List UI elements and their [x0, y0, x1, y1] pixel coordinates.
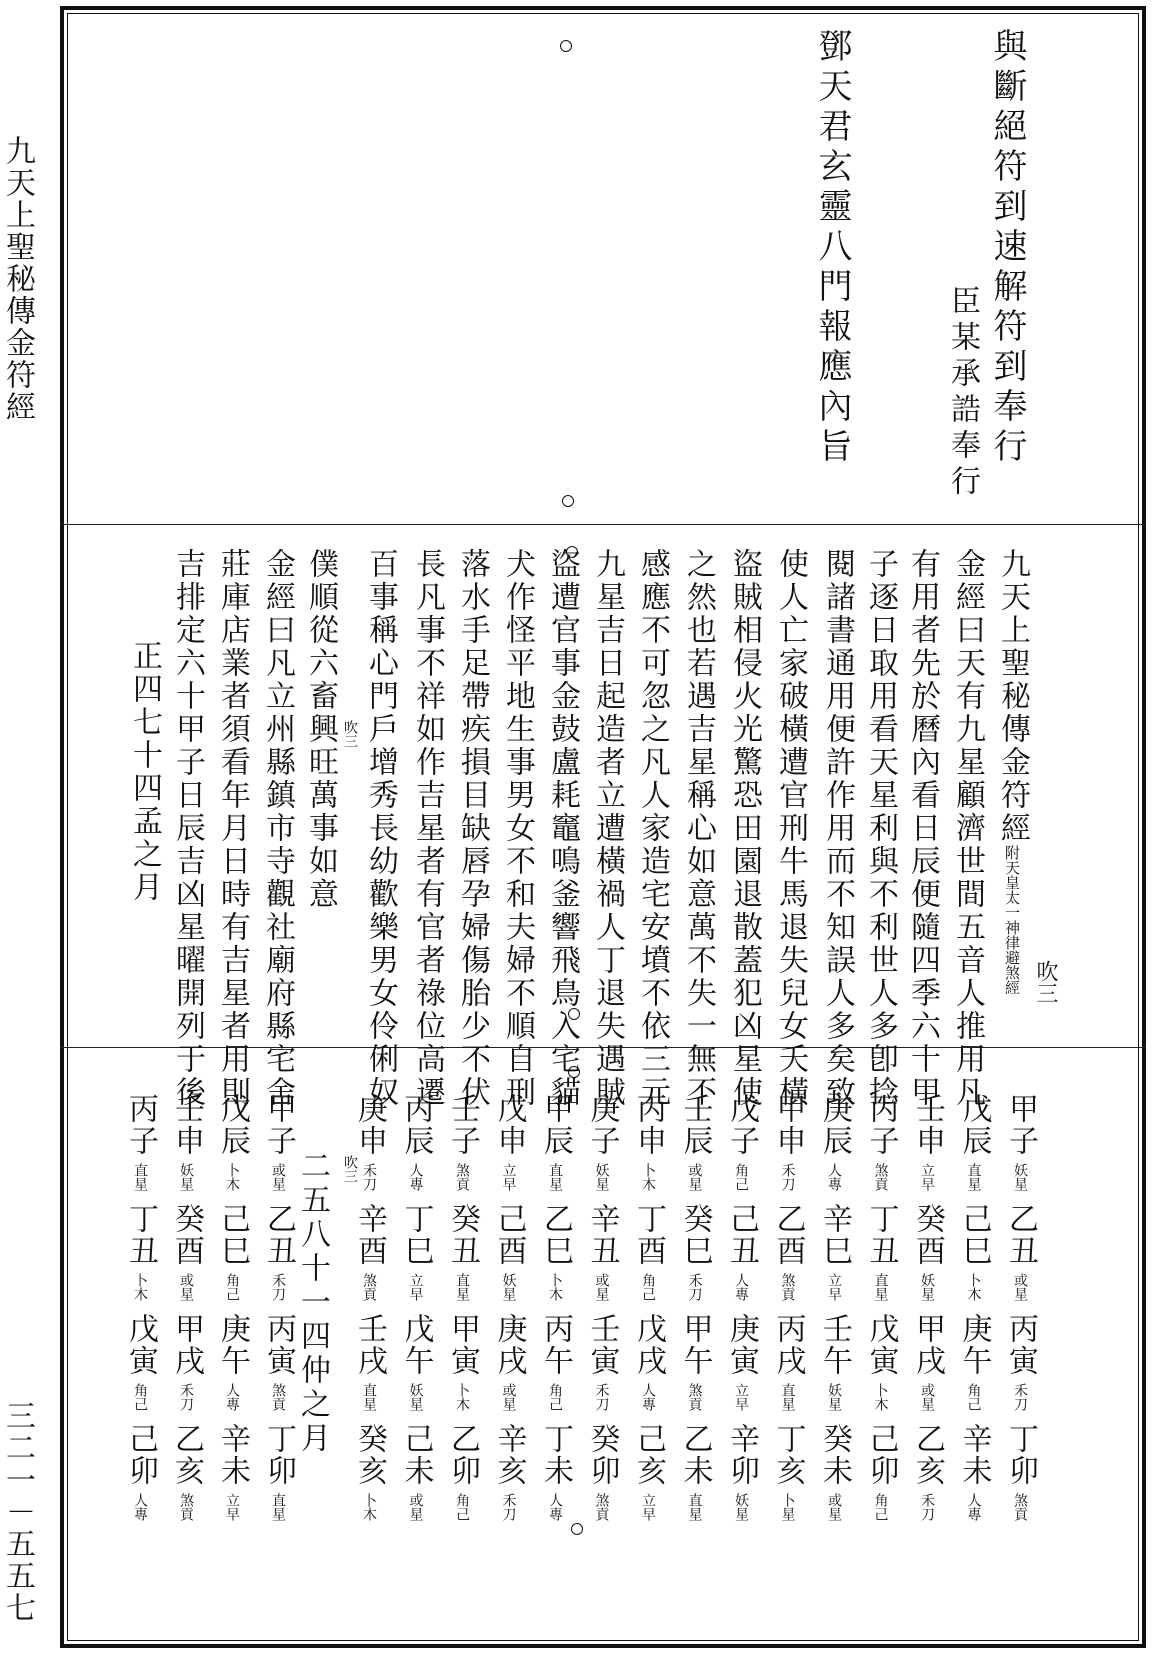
stem-branch-cell: 戊戌 — [631, 1313, 666, 1377]
stem-branch-cell: 庚戌 — [491, 1313, 527, 1377]
middle-line-10: 盜遭官事金鼓盧耗竈鳴釜響飛鳥入宅貓 — [545, 548, 580, 1109]
middle-line-1: 金經曰天有九星顧濟世間五音人推用凡 — [950, 548, 985, 1109]
star-label-cell: 或星 — [593, 1273, 610, 1301]
star-label-cell: 或星 — [500, 1383, 517, 1411]
stem-branch-cell: 戊辰 — [956, 1093, 992, 1157]
stem-branch-cell: 丁巳 — [398, 1203, 434, 1267]
stem-branch-cell: 癸丑 — [445, 1203, 480, 1267]
star-label-cell: 直星 — [686, 1493, 703, 1521]
star-label-cell: 煞貢 — [270, 1383, 286, 1411]
star-label-cell: 妖星 — [593, 1163, 610, 1191]
star-label-cell: 妖星 — [1012, 1163, 1028, 1191]
star-label-cell: 禾刀 — [1012, 1383, 1028, 1411]
star-label-cell: 立早 — [640, 1493, 656, 1521]
star-label-cell: 角己 — [965, 1383, 982, 1411]
star-label-cell: 人專 — [733, 1273, 749, 1301]
stem-branch-cell: 己丑 — [724, 1203, 759, 1267]
star-label-cell: 人專 — [640, 1383, 656, 1411]
stem-branch-cell: 戊寅 — [863, 1313, 899, 1377]
star-label-cell: 禾刀 — [779, 1163, 796, 1191]
stem-branch-cell: 丙寅 — [1003, 1313, 1038, 1377]
star-label-cell: 或星 — [178, 1273, 194, 1301]
star-label-cell: 直星 — [454, 1273, 470, 1301]
stem-branch-cell: 己巳 — [215, 1203, 250, 1267]
stem-branch-cell: 壬午 — [817, 1313, 852, 1377]
star-label-cell: 角己 — [872, 1493, 889, 1521]
stem-branch-cell: 壬申 — [169, 1093, 204, 1157]
middle-line-13: 長凡事不祥如作吉星者有官者祿位高遷 — [410, 548, 445, 1109]
middle-line-18: 吉排定六十甲子日辰吉凶星曜開列于後 — [170, 548, 205, 1109]
star-label-cell: 直星 — [547, 1163, 563, 1191]
middle-line-8: 感應不可忽之凡人家造宅安墳不依三元 — [635, 548, 670, 1109]
star-label-cell: 禾刀 — [919, 1493, 935, 1521]
star-label-cell: 立早 — [733, 1383, 749, 1411]
divider-top — [60, 524, 1146, 525]
top-line-1: 與斷絕符到速解符到奉行 — [987, 28, 1027, 468]
stem-branch-cell: 庚午 — [215, 1313, 250, 1377]
stem-branch-cell: 庚辰 — [817, 1093, 852, 1157]
stem-branch-cell: 乙未 — [677, 1423, 713, 1487]
star-label-cell: 禾刀 — [593, 1383, 610, 1411]
stem-branch-cell: 癸未 — [817, 1423, 852, 1487]
stem-branch-cell: 丁卯 — [261, 1423, 296, 1487]
stem-branch-cell: 辛丑 — [584, 1203, 620, 1267]
star-label-cell: 卜木 — [361, 1493, 377, 1521]
stem-branch-cell: 甲子 — [1003, 1093, 1038, 1157]
stem-branch-cell: 甲子 — [261, 1093, 296, 1157]
stem-branch-cell: 甲戌 — [910, 1313, 945, 1377]
star-label-cell: 立早 — [826, 1273, 842, 1301]
star-label-cell: 或星 — [407, 1493, 424, 1521]
star-label-cell: 立早 — [224, 1493, 240, 1521]
star-label-cell: 立早 — [500, 1163, 517, 1191]
star-label-cell: 禾刀 — [270, 1273, 286, 1301]
stem-branch-cell: 乙丑 — [1003, 1203, 1038, 1267]
binding-circle — [560, 40, 572, 52]
stem-branch-cell: 癸亥 — [352, 1423, 387, 1487]
stem-branch-cell: 丙戌 — [770, 1313, 806, 1377]
middle-line-19: 正四七十四孟之月 — [127, 640, 162, 904]
star-label-cell: 卜木 — [965, 1273, 982, 1301]
top-line-2: 臣某承誥奉行 — [945, 285, 980, 501]
stem-branch-cell: 乙卯 — [445, 1423, 480, 1487]
stem-branch-cell: 壬辰 — [677, 1093, 713, 1157]
star-label-cell: 卜木 — [224, 1163, 240, 1191]
star-label-cell: 煞貢 — [872, 1163, 889, 1191]
stem-branch-cell: 戊子 — [724, 1093, 759, 1157]
stem-branch-cell: 丁丑 — [123, 1203, 158, 1267]
stem-branch-cell: 丁丑 — [863, 1203, 899, 1267]
stem-branch-cell: 乙丑 — [261, 1203, 296, 1267]
stem-branch-cell: 丁未 — [538, 1423, 573, 1487]
star-label-cell: 角己 — [547, 1383, 563, 1411]
stem-branch-cell: 丙子 — [863, 1093, 899, 1157]
star-label-cell: 煞貢 — [454, 1163, 470, 1191]
stem-branch-cell: 己卯 — [123, 1423, 158, 1487]
binding-circle — [562, 495, 574, 507]
star-label-cell: 煞貢 — [361, 1273, 377, 1301]
middle-line-4: 閱諸書通用便許作用而不知誤人多矣致 — [820, 548, 855, 1109]
star-label-cell: 或星 — [826, 1493, 842, 1521]
star-label-cell: 煞貢 — [593, 1493, 610, 1521]
stem-branch-cell: 辛亥 — [491, 1423, 527, 1487]
star-label-cell: 人專 — [826, 1163, 842, 1191]
star-label-cell: 禾刀 — [178, 1383, 194, 1411]
middle-line-11: 犬作怪平地生事男女不和夫婦不順自刑 — [500, 548, 535, 1109]
bottom-marker: 吹三 — [342, 1155, 358, 1183]
middle-line-5: 使人亡家破橫遭官刑牛馬退失兒女夭橫 — [773, 548, 808, 1109]
stem-branch-cell: 辛卯 — [724, 1423, 759, 1487]
star-label-cell: 妖星 — [407, 1383, 424, 1411]
stem-branch-cell: 戊申 — [491, 1093, 527, 1157]
middle-line-14: 百事稱心門戶增秀長幼歡樂男女伶俐奴 — [363, 548, 398, 1109]
stem-branch-cell: 丁酉 — [631, 1203, 666, 1267]
star-label-cell: 煞貢 — [686, 1383, 703, 1411]
star-label-cell: 煞貢 — [779, 1273, 796, 1301]
side-book-title: 九天上聖秘傳金符經 — [0, 135, 35, 423]
star-label-cell: 立早 — [919, 1163, 935, 1191]
stem-branch-cell: 辛巳 — [817, 1203, 852, 1267]
stem-branch-cell: 壬寅 — [584, 1313, 620, 1377]
stem-branch-cell: 乙亥 — [910, 1423, 945, 1487]
star-label-cell: 妖星 — [500, 1273, 517, 1301]
star-label-cell: 角己 — [224, 1273, 240, 1301]
star-label-cell: 立早 — [407, 1273, 424, 1301]
star-label-cell: 直星 — [872, 1273, 889, 1301]
side-page-number: 三二一－五五七 — [0, 1400, 35, 1624]
stem-branch-cell: 甲辰 — [538, 1093, 573, 1157]
stem-branch-cell: 戊午 — [398, 1313, 434, 1377]
star-label-cell: 卜木 — [547, 1273, 563, 1301]
star-label-cell: 卜木 — [454, 1383, 470, 1411]
stem-branch-cell: 乙亥 — [169, 1423, 204, 1487]
star-label-cell: 直星 — [779, 1383, 796, 1411]
middle-line-15: 僕順從六畜興旺萬事如意 — [303, 548, 338, 911]
middle-line-9: 九星吉日起造者立遭橫禍人丁退失遇賊 — [590, 548, 625, 1109]
stem-branch-cell: 辛未 — [956, 1423, 992, 1487]
middle-line-12: 落水手足帶疾損目缺唇孕婦傷胎少不伏 — [455, 548, 490, 1109]
star-label-cell: 妖星 — [178, 1163, 194, 1191]
stem-branch-cell: 丙辰 — [398, 1093, 434, 1157]
middle-line-2: 有用者先於曆內看日辰便隨四季六十甲 — [905, 548, 940, 1109]
stem-branch-cell: 辛酉 — [352, 1203, 387, 1267]
stem-branch-cell: 庚子 — [584, 1093, 620, 1157]
stem-branch-cell: 壬戌 — [352, 1313, 387, 1377]
stem-branch-cell: 甲申 — [770, 1093, 806, 1157]
star-label-cell: 妖星 — [919, 1273, 935, 1301]
star-label-cell: 或星 — [686, 1163, 703, 1191]
middle-line-7: 之然也若遇吉星稱心如意萬不失一無不 — [681, 548, 716, 1109]
star-label-cell: 禾刀 — [361, 1163, 377, 1191]
star-label-cell: 角己 — [733, 1163, 749, 1191]
stem-branch-cell: 戊寅 — [123, 1313, 158, 1377]
binding-circle — [571, 1523, 583, 1535]
star-label-cell: 妖星 — [826, 1383, 842, 1411]
stem-branch-cell: 己酉 — [491, 1203, 527, 1267]
stem-branch-cell: 己卯 — [863, 1423, 899, 1487]
heading-text: 九天上聖秘傳金符經 — [995, 548, 1030, 845]
heading-note: 附天皇太一神律避煞經 — [1003, 845, 1021, 995]
stem-branch-cell: 甲寅 — [445, 1313, 480, 1377]
stem-branch-cell: 甲戌 — [169, 1313, 204, 1377]
stem-branch-cell: 丙午 — [538, 1313, 573, 1377]
stem-branch-cell: 癸酉 — [169, 1203, 204, 1267]
stem-branch-cell: 壬子 — [445, 1093, 480, 1157]
star-label-cell: 卜木 — [872, 1383, 889, 1411]
star-label-cell: 或星 — [919, 1383, 935, 1411]
stem-branch-cell: 癸卯 — [584, 1423, 620, 1487]
star-label-cell: 人專 — [965, 1493, 982, 1521]
star-label-cell: 角己 — [640, 1273, 656, 1301]
stem-branch-cell: 壬申 — [910, 1093, 945, 1157]
middle-heading — [990, 548, 1034, 995]
stem-branch-cell: 甲午 — [677, 1313, 713, 1377]
stem-branch-cell: 癸酉 — [910, 1203, 945, 1267]
middle-line-17: 莊庫店業者須看年月日時有吉星者用則 — [215, 548, 250, 1109]
stem-branch-cell: 乙巳 — [538, 1203, 573, 1267]
star-label-cell: 或星 — [270, 1163, 286, 1191]
star-label-cell: 禾刀 — [686, 1273, 703, 1301]
star-label-cell: 煞貢 — [1012, 1493, 1028, 1521]
middle-mid-mark: 吹三 — [342, 720, 358, 748]
stem-branch-cell: 庚午 — [956, 1313, 992, 1377]
stem-branch-cell: 乙酉 — [770, 1203, 806, 1267]
star-label-cell: 直星 — [270, 1493, 286, 1521]
stem-branch-cell: 辛未 — [215, 1423, 250, 1487]
star-label-cell: 煞貢 — [178, 1493, 194, 1521]
section-title: 二五八十一四仲之月 — [295, 1150, 330, 1456]
stem-branch-cell: 丁亥 — [770, 1423, 806, 1487]
star-label-cell: 人專 — [224, 1383, 240, 1411]
star-label-cell: 人專 — [132, 1493, 148, 1521]
star-label-cell: 妖星 — [733, 1493, 749, 1521]
star-label-cell: 角己 — [454, 1493, 470, 1521]
stem-branch-cell: 庚申 — [352, 1093, 387, 1157]
stem-branch-cell: 丁卯 — [1003, 1423, 1038, 1487]
stem-branch-cell: 丙申 — [631, 1093, 666, 1157]
middle-marker: 吹三 — [1033, 960, 1058, 1004]
star-label-cell: 人專 — [407, 1163, 424, 1191]
star-label-cell: 直星 — [965, 1163, 982, 1191]
stem-branch-cell: 庚寅 — [724, 1313, 759, 1377]
top-line-3: 鄧天君玄靈八門報應內旨 — [812, 28, 852, 468]
star-label-cell: 人專 — [547, 1493, 563, 1521]
middle-line-6: 盜賊相侵火光驚恐田園退散蓋犯凶星使 — [727, 548, 762, 1109]
stem-branch-cell: 癸巳 — [677, 1203, 713, 1267]
stem-branch-cell: 丙寅 — [261, 1313, 296, 1377]
stem-branch-cell: 丙子 — [123, 1093, 158, 1157]
stem-branch-cell: 己亥 — [631, 1423, 666, 1487]
star-label-cell: 角己 — [132, 1383, 148, 1411]
middle-line-3: 子逐日取用看天星利與不利世人多卽捻 — [863, 548, 898, 1109]
middle-line-16: 金經曰凡立州縣鎮市寺觀社廟府縣宅舍 — [260, 548, 295, 1109]
star-label-cell: 卜木 — [640, 1163, 656, 1191]
stem-branch-cell: 己巳 — [956, 1203, 992, 1267]
star-label-cell: 卜星 — [779, 1493, 796, 1521]
star-label-cell: 卜木 — [132, 1273, 148, 1301]
star-label-cell: 或星 — [1012, 1273, 1028, 1301]
star-label-cell: 禾刀 — [500, 1493, 517, 1521]
star-label-cell: 直星 — [132, 1163, 148, 1191]
stem-branch-cell: 己未 — [398, 1423, 434, 1487]
star-label-cell: 直星 — [361, 1383, 377, 1411]
stem-branch-cell: 戊辰 — [215, 1093, 250, 1157]
